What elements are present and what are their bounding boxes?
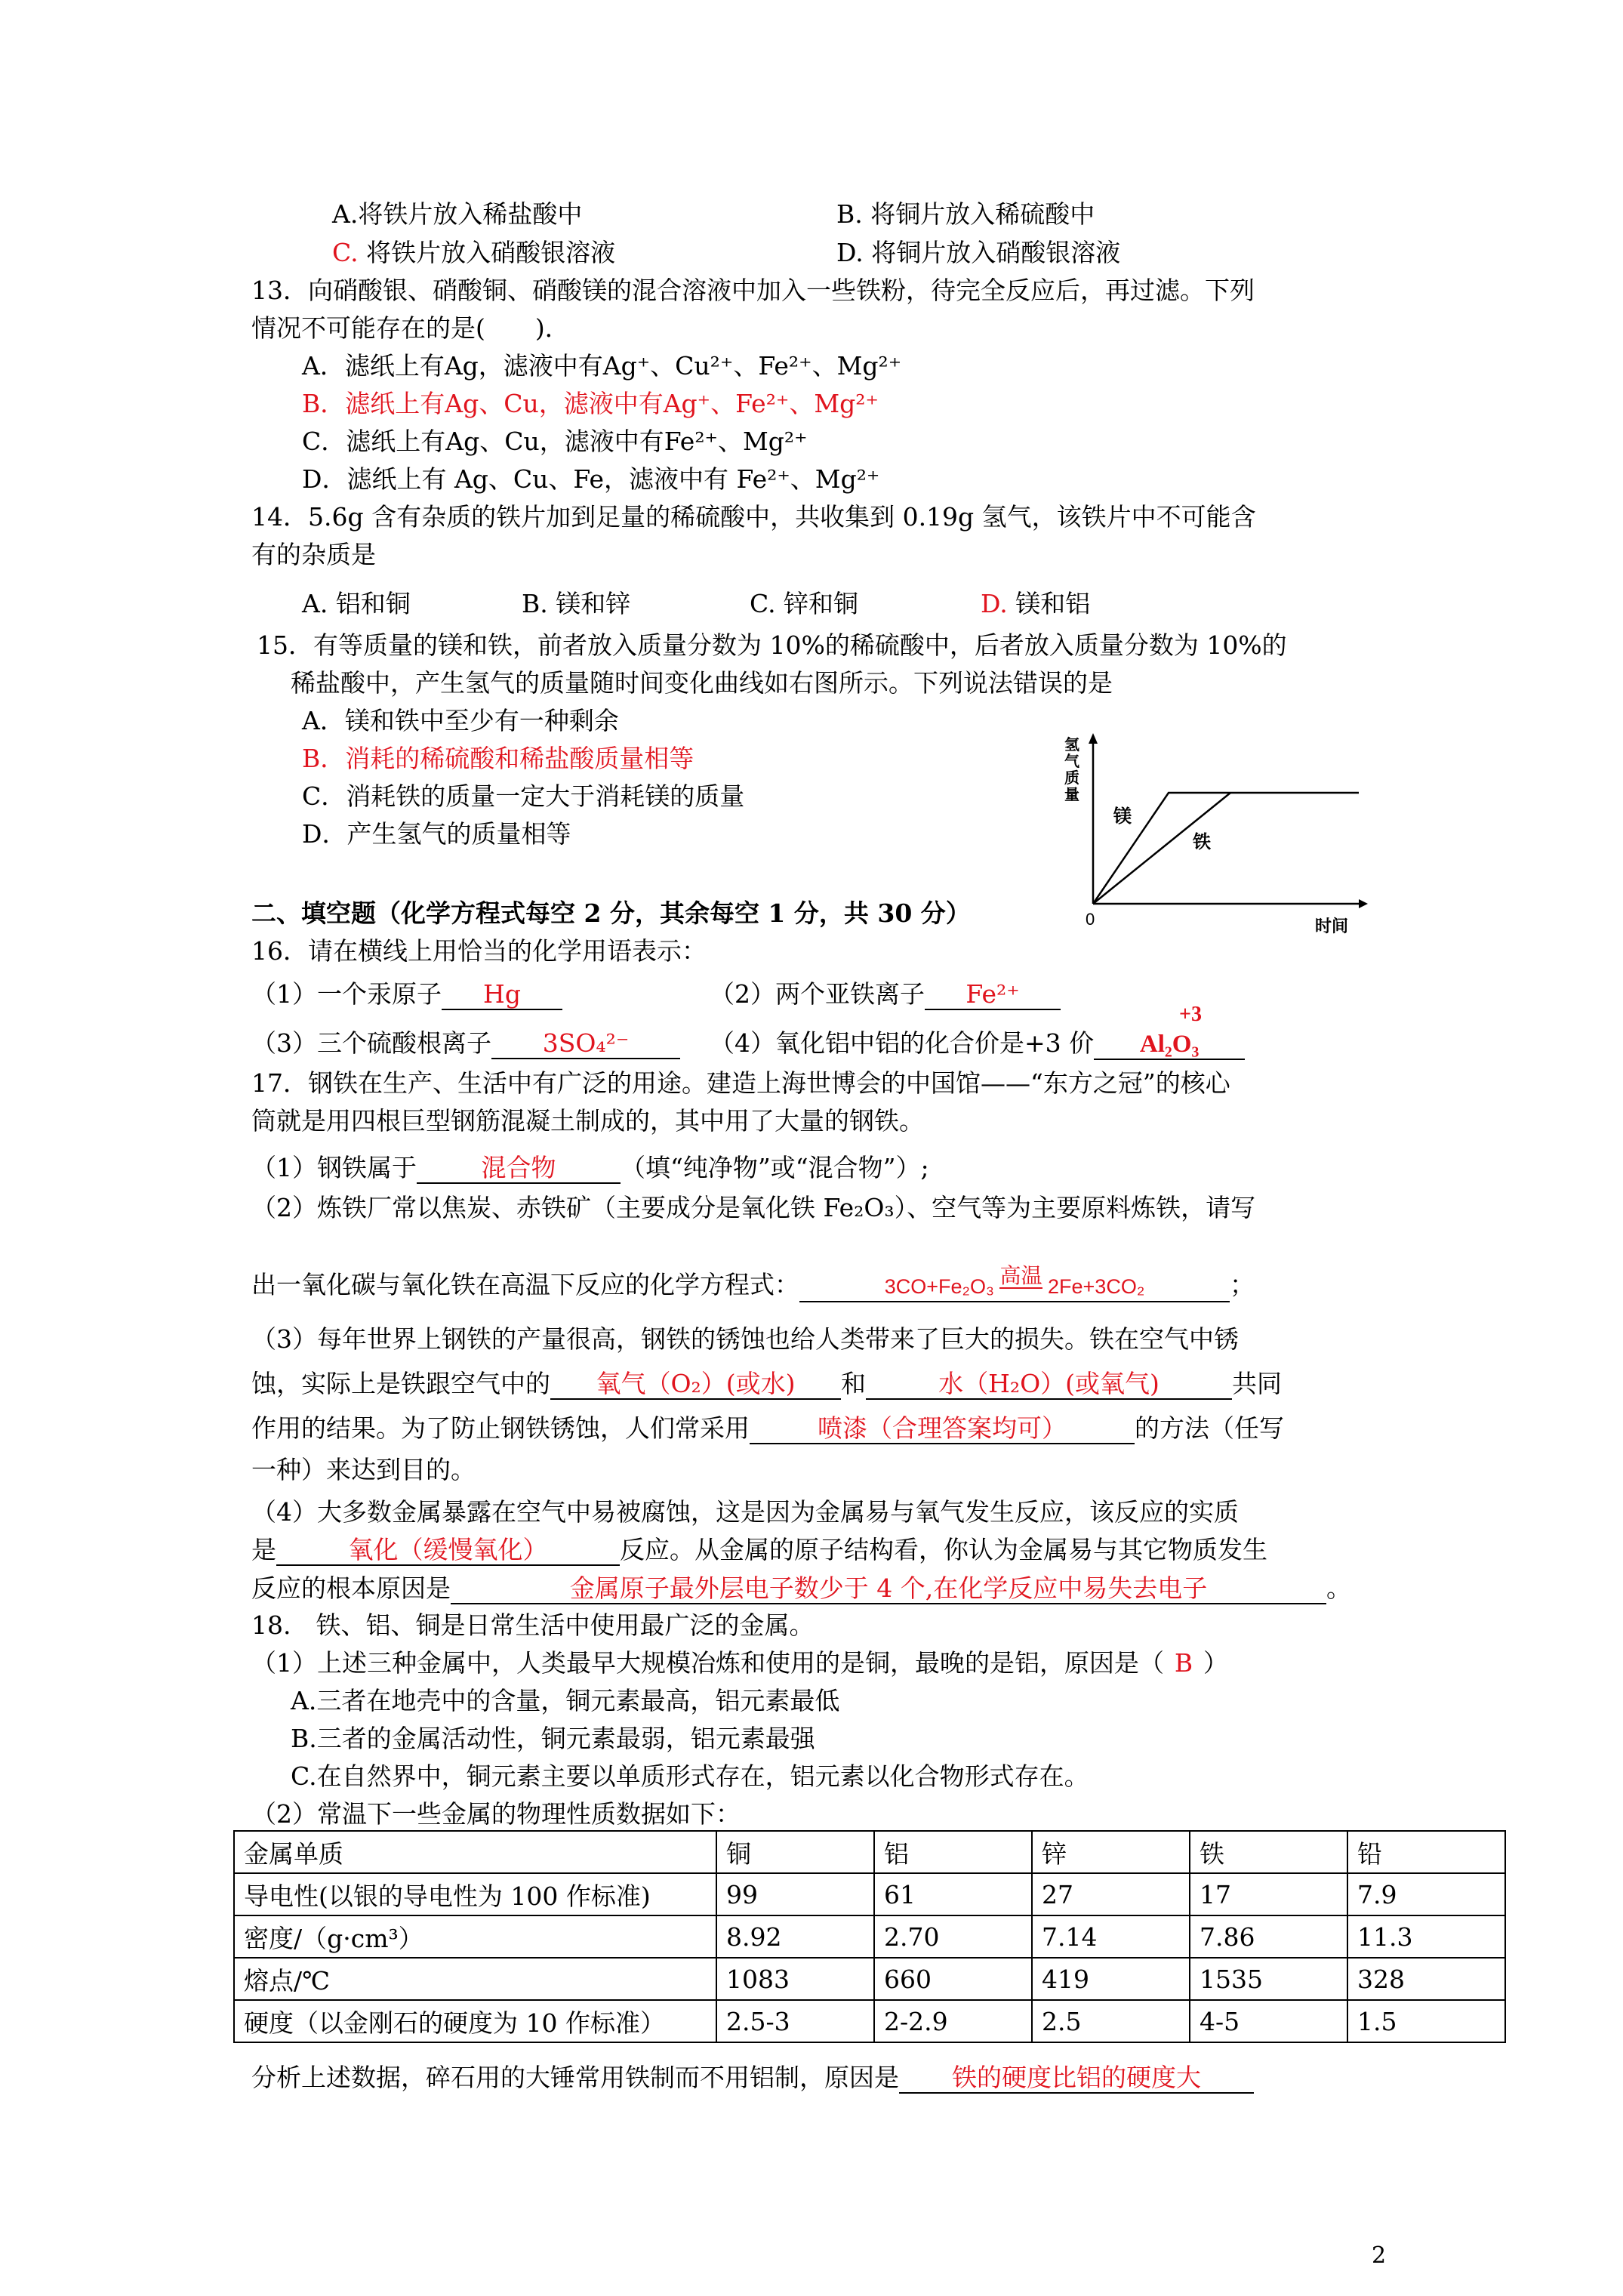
q17-stem-line1: 17．钢铁在生产、生活中有广泛的用途。建造上海世博会的中国馆——“东方之冠”的核心 — [251, 1068, 1230, 1098]
graph-x-label: 时间 — [1315, 917, 1349, 936]
q12-option-b: B. 将铜片放入稀硫酸中 — [836, 199, 1095, 229]
q17-part3-line2a: 蚀，实际上是铁跟空气中的 — [251, 1369, 550, 1398]
table-cell: 7.14 — [1032, 1915, 1190, 1958]
table-row — [234, 2000, 1505, 2042]
q16-part1 — [251, 978, 562, 1011]
q17-part3-line2 — [251, 1367, 1282, 1401]
table-cell: 4-5 — [1190, 2000, 1347, 2042]
q17-part2-label: 出一氧化碳与氧化铁在高温下反应的化学方程式： — [251, 1270, 799, 1299]
hydrogen-mass-graph — [1042, 721, 1374, 936]
table-header-cell: 金属单质 — [234, 1831, 716, 1873]
q16-part3 — [251, 1027, 680, 1060]
q14-stem-line2: 有的杂质是 — [251, 540, 376, 569]
q13-option-d: D．滤纸上有 Ag、Cu、Fe，滤液中有 Fe²⁺、Mg²⁺ — [302, 464, 880, 494]
table-cell: 密度/（g·cm³） — [234, 1915, 716, 1958]
q16-part2 — [710, 978, 1061, 1011]
q17-part2-condition: 高温 — [999, 1264, 1042, 1287]
graph-y-label: 氢气质量 — [1064, 735, 1079, 803]
q17-part4-line2 — [251, 1533, 1267, 1567]
q17-part4-line3a: 反应的根本原因是 — [251, 1573, 451, 1603]
q17-part1-answer: 混合物 — [417, 1154, 621, 1184]
q13-stem-line2: 情况不可能存在的是( )． — [251, 313, 570, 343]
q14-option-c: C. 锌和铜 — [750, 589, 859, 618]
q15-option-c: C．消耗铁的质量一定大于消耗镁的质量 — [302, 781, 745, 811]
q17-part4-line1: （4）大多数金属暴露在空气中易被腐蚀，这是因为金属易与氧气发生反应，该反应的实质 — [251, 1497, 1239, 1527]
q17-part4-line3 — [251, 1572, 1351, 1605]
q17-part4-line2b: 反应。从金属的原子结构看，你认为金属易与其它物质发生 — [620, 1535, 1267, 1564]
q18-analysis-text: 分析上述数据，碎石用的大锤常用铁制而不用铝制，原因是 — [251, 2063, 899, 2092]
q17-part4-line3b: 。 — [1326, 1573, 1351, 1603]
table-cell: 2.70 — [874, 1915, 1032, 1958]
q16-part4 — [710, 1027, 1245, 1060]
graph-origin-label: 0 — [1086, 910, 1095, 929]
table-cell: 660 — [874, 1958, 1032, 2000]
q13-stem-line1: 13．向硝酸银、硝酸铜、硝酸镁的混合溶液中加入一些铁粉，待完全反应后，再过滤。下列 — [251, 276, 1255, 305]
q14-option-d-letter: D. — [981, 589, 1008, 618]
q18-option-c: C.在自然界中，铜元素主要以单质形式存在，铝元素以化合物形式存在。 — [291, 1761, 1089, 1791]
q17-part2-end: ； — [1230, 1270, 1255, 1299]
table-cell: 2.5-3 — [716, 2000, 874, 2042]
q17-part3-line2c: 共同 — [1232, 1369, 1282, 1398]
table-cell: 8.92 — [716, 1915, 874, 1958]
q17-part4-line2a: 是 — [251, 1535, 276, 1564]
q17-part3-line1: （3）每年世界上钢铁的产量很高，钢铁的锈蚀也给人类带来了巨大的损失。铁在空气中锈 — [251, 1324, 1239, 1354]
table-cell: 61 — [874, 1873, 1032, 1915]
q16-part4-valence: +3 — [1179, 1003, 1202, 1026]
q18-part1-text: （1）上述三种金属中，人类最早大规模冶炼和使用的是铜，最晚的是铝，原因是（ — [251, 1648, 1164, 1678]
q15-option-a: A．镁和铁中至少有一种剩余 — [302, 706, 619, 735]
q16-part3-answer: 3SO₄²⁻ — [491, 1029, 680, 1059]
q18-option-a: A.三者在地壳中的含量，铜元素最高，铝元素最低 — [291, 1686, 840, 1715]
q16-part3-label: （3）三个硫酸根离子 — [251, 1028, 491, 1058]
q18-option-b: B.三者的金属活动性，铜元素最弱，铝元素最强 — [291, 1724, 815, 1753]
q18-part1-answer: B — [1174, 1648, 1193, 1678]
metal-properties-table — [233, 1830, 1506, 2043]
q17-part2-answer-right: 2Fe+3CO₂ — [1048, 1275, 1145, 1298]
table-cell: 27 — [1032, 1873, 1190, 1915]
table-cell: 328 — [1347, 1958, 1505, 2000]
q16-stem: 16．请在横线上用恰当的化学用语表示： — [251, 936, 707, 966]
q16-part2-label: （2）两个亚铁离子 — [710, 979, 925, 1009]
table-cell: 1.5 — [1347, 2000, 1505, 2042]
table-cell: 419 — [1032, 1958, 1190, 2000]
q17-part3-answer1: 氧气（O₂）(或水) — [550, 1370, 841, 1400]
table-cell: 1083 — [716, 1958, 874, 2000]
table-cell: 17 — [1190, 1873, 1347, 1915]
q13-option-a: A．滤纸上有Ag，滤液中有Ag⁺、Cu²⁺、Fe²⁺、Mg²⁺ — [302, 351, 902, 381]
table-header-cell: 铜 — [716, 1831, 874, 1873]
q17-part1 — [251, 1151, 929, 1185]
q17-part4-answer2: 金属原子最外层电子数少于 4 个,在化学反应中易失去电子 — [451, 1574, 1326, 1604]
q17-stem-line2: 筒就是用四根巨型钢筋混凝土制成的，其中用了大量的钢铁。 — [251, 1106, 924, 1136]
table-header-cell: 铅 — [1347, 1831, 1505, 1873]
q14-option-b: B. 镁和锌 — [522, 589, 631, 618]
q17-part1-label: （1）钢铁属于 — [251, 1153, 417, 1182]
table-header-cell: 铝 — [874, 1831, 1032, 1873]
q17-part2-line2 — [251, 1264, 1255, 1302]
table-cell: 硬度（以金刚石的硬度为 10 作标准） — [234, 2000, 716, 2042]
q13-option-c: C．滤纸上有Ag、Cu，滤液中有Fe²⁺、Mg²⁺ — [302, 427, 808, 456]
table-cell: 1535 — [1190, 1958, 1347, 2000]
q14-option-d — [981, 587, 1090, 621]
q15-stem-line2: 稀盐酸中，产生氢气的质量随时间变化曲线如右图所示。下列说法错误的是 — [291, 668, 1113, 698]
q18-part2: （2）常温下一些金属的物理性质数据如下： — [251, 1799, 741, 1829]
page-number: 2 — [1372, 2242, 1387, 2269]
table-cell: 99 — [716, 1873, 874, 1915]
graph-x-arrow — [1359, 899, 1368, 908]
table-cell: 熔点/℃ — [234, 1958, 716, 2000]
q17-part2-answer — [799, 1264, 1230, 1302]
magnesium-curve — [1093, 793, 1359, 904]
graph-mg-label: 镁 — [1113, 806, 1132, 827]
q17-part4-answer1: 氧化（缓慢氧化） — [276, 1536, 620, 1566]
q17-part2-answer-left: 3CO+Fe₂O₃ — [884, 1275, 994, 1298]
q17-part3-line2b: 和 — [841, 1369, 866, 1398]
table-row — [234, 1958, 1505, 2000]
q17-part2-line1: （2）炼铁厂常以焦炭、赤铁矿（主要成分是氧化铁 Fe₂O₃）、空气等为主要原料炼铁，请写 — [251, 1193, 1256, 1222]
q12-option-d: D. 将铜片放入硝酸银溶液 — [836, 238, 1121, 267]
q16-part4-answer: Al₂O₃ — [1094, 1030, 1245, 1060]
q16-part4-label: （4）氧化铝中铝的化合价是+3 价 — [710, 1028, 1095, 1058]
q17-part3-line3b: 的方法（任写 — [1135, 1413, 1284, 1443]
table-cell: 导电性(以银的导电性为 100 作标准) — [234, 1873, 716, 1915]
q12-option-a: A.将铁片放入稀盐酸中 — [332, 199, 583, 229]
q12-option-c-text: 将铁片放入硝酸银溶液 — [358, 238, 616, 267]
q17-part3-line3a: 作用的结果。为了防止钢铁锈蚀，人们常采用 — [251, 1413, 750, 1443]
q14-option-a: A. 铝和铜 — [302, 589, 411, 618]
q13-option-b: B．滤纸上有Ag、Cu，滤液中有Ag⁺、Fe²⁺、Mg²⁺ — [302, 389, 879, 418]
q18-analysis-answer: 铁的硬度比铝的硬度大 — [899, 2063, 1254, 2094]
q18-part1 — [251, 1647, 1228, 1680]
q14-option-d-text: 镁和铝 — [1007, 589, 1091, 618]
q18-stem: 18. 铁、铝、铜是日常生活中使用最广泛的金属。 — [251, 1610, 815, 1640]
table-header-cell: 铁 — [1190, 1831, 1347, 1873]
q16-part1-label: （1）一个汞原子 — [251, 979, 442, 1009]
q17-part3-answer3: 喷漆（合理答案均可） — [750, 1414, 1135, 1444]
table-row — [234, 1873, 1505, 1915]
table-cell: 2.5 — [1032, 2000, 1190, 2042]
section2-title: 二、填空题（化学方程式每空 2 分，其余每空 1 分，共 30 分） — [251, 898, 971, 928]
q16-part1-answer: Hg — [442, 980, 562, 1010]
table-cell: 7.9 — [1347, 1873, 1505, 1915]
graph-y-arrow — [1089, 733, 1098, 744]
table-cell: 2-2.9 — [874, 2000, 1032, 2042]
q15-option-b: B．消耗的稀硫酸和稀盐酸质量相等 — [302, 744, 694, 773]
q17-part3-line3 — [251, 1412, 1284, 1445]
table-cell: 7.86 — [1190, 1915, 1347, 1958]
table-header-cell: 锌 — [1032, 1831, 1190, 1873]
table-row — [234, 1915, 1505, 1958]
table-cell: 11.3 — [1347, 1915, 1505, 1958]
graph-fe-label: 铁 — [1193, 831, 1211, 852]
q17-part3-line4: 一种）来达到目的。 — [251, 1455, 476, 1484]
q16-part2-answer: Fe²⁺ — [925, 980, 1061, 1010]
table-header-row — [234, 1831, 1505, 1873]
q15-stem-line1: 15．有等质量的镁和铁，前者放入质量分数为 10%的稀硫酸中，后者放入质量分数为 10%的 — [257, 630, 1287, 660]
q15-option-d: D．产生氢气的质量相等 — [302, 819, 571, 849]
q17-part3-answer2: 水（H₂O）(或氧气) — [866, 1370, 1232, 1400]
q17-part1-end: （填“纯净物”或“混合物”）; — [621, 1153, 929, 1182]
q18-part1-close: ） — [1203, 1648, 1228, 1678]
q12-option-c — [332, 236, 615, 270]
q18-analysis — [251, 2061, 1254, 2094]
q12-option-c-letter: C. — [332, 238, 359, 267]
q14-stem-line1: 14．5.6g 含有杂质的铁片加到足量的稀硫酸中，共收集到 0.19g 氢气，该铁片中不可能含 — [251, 502, 1256, 532]
